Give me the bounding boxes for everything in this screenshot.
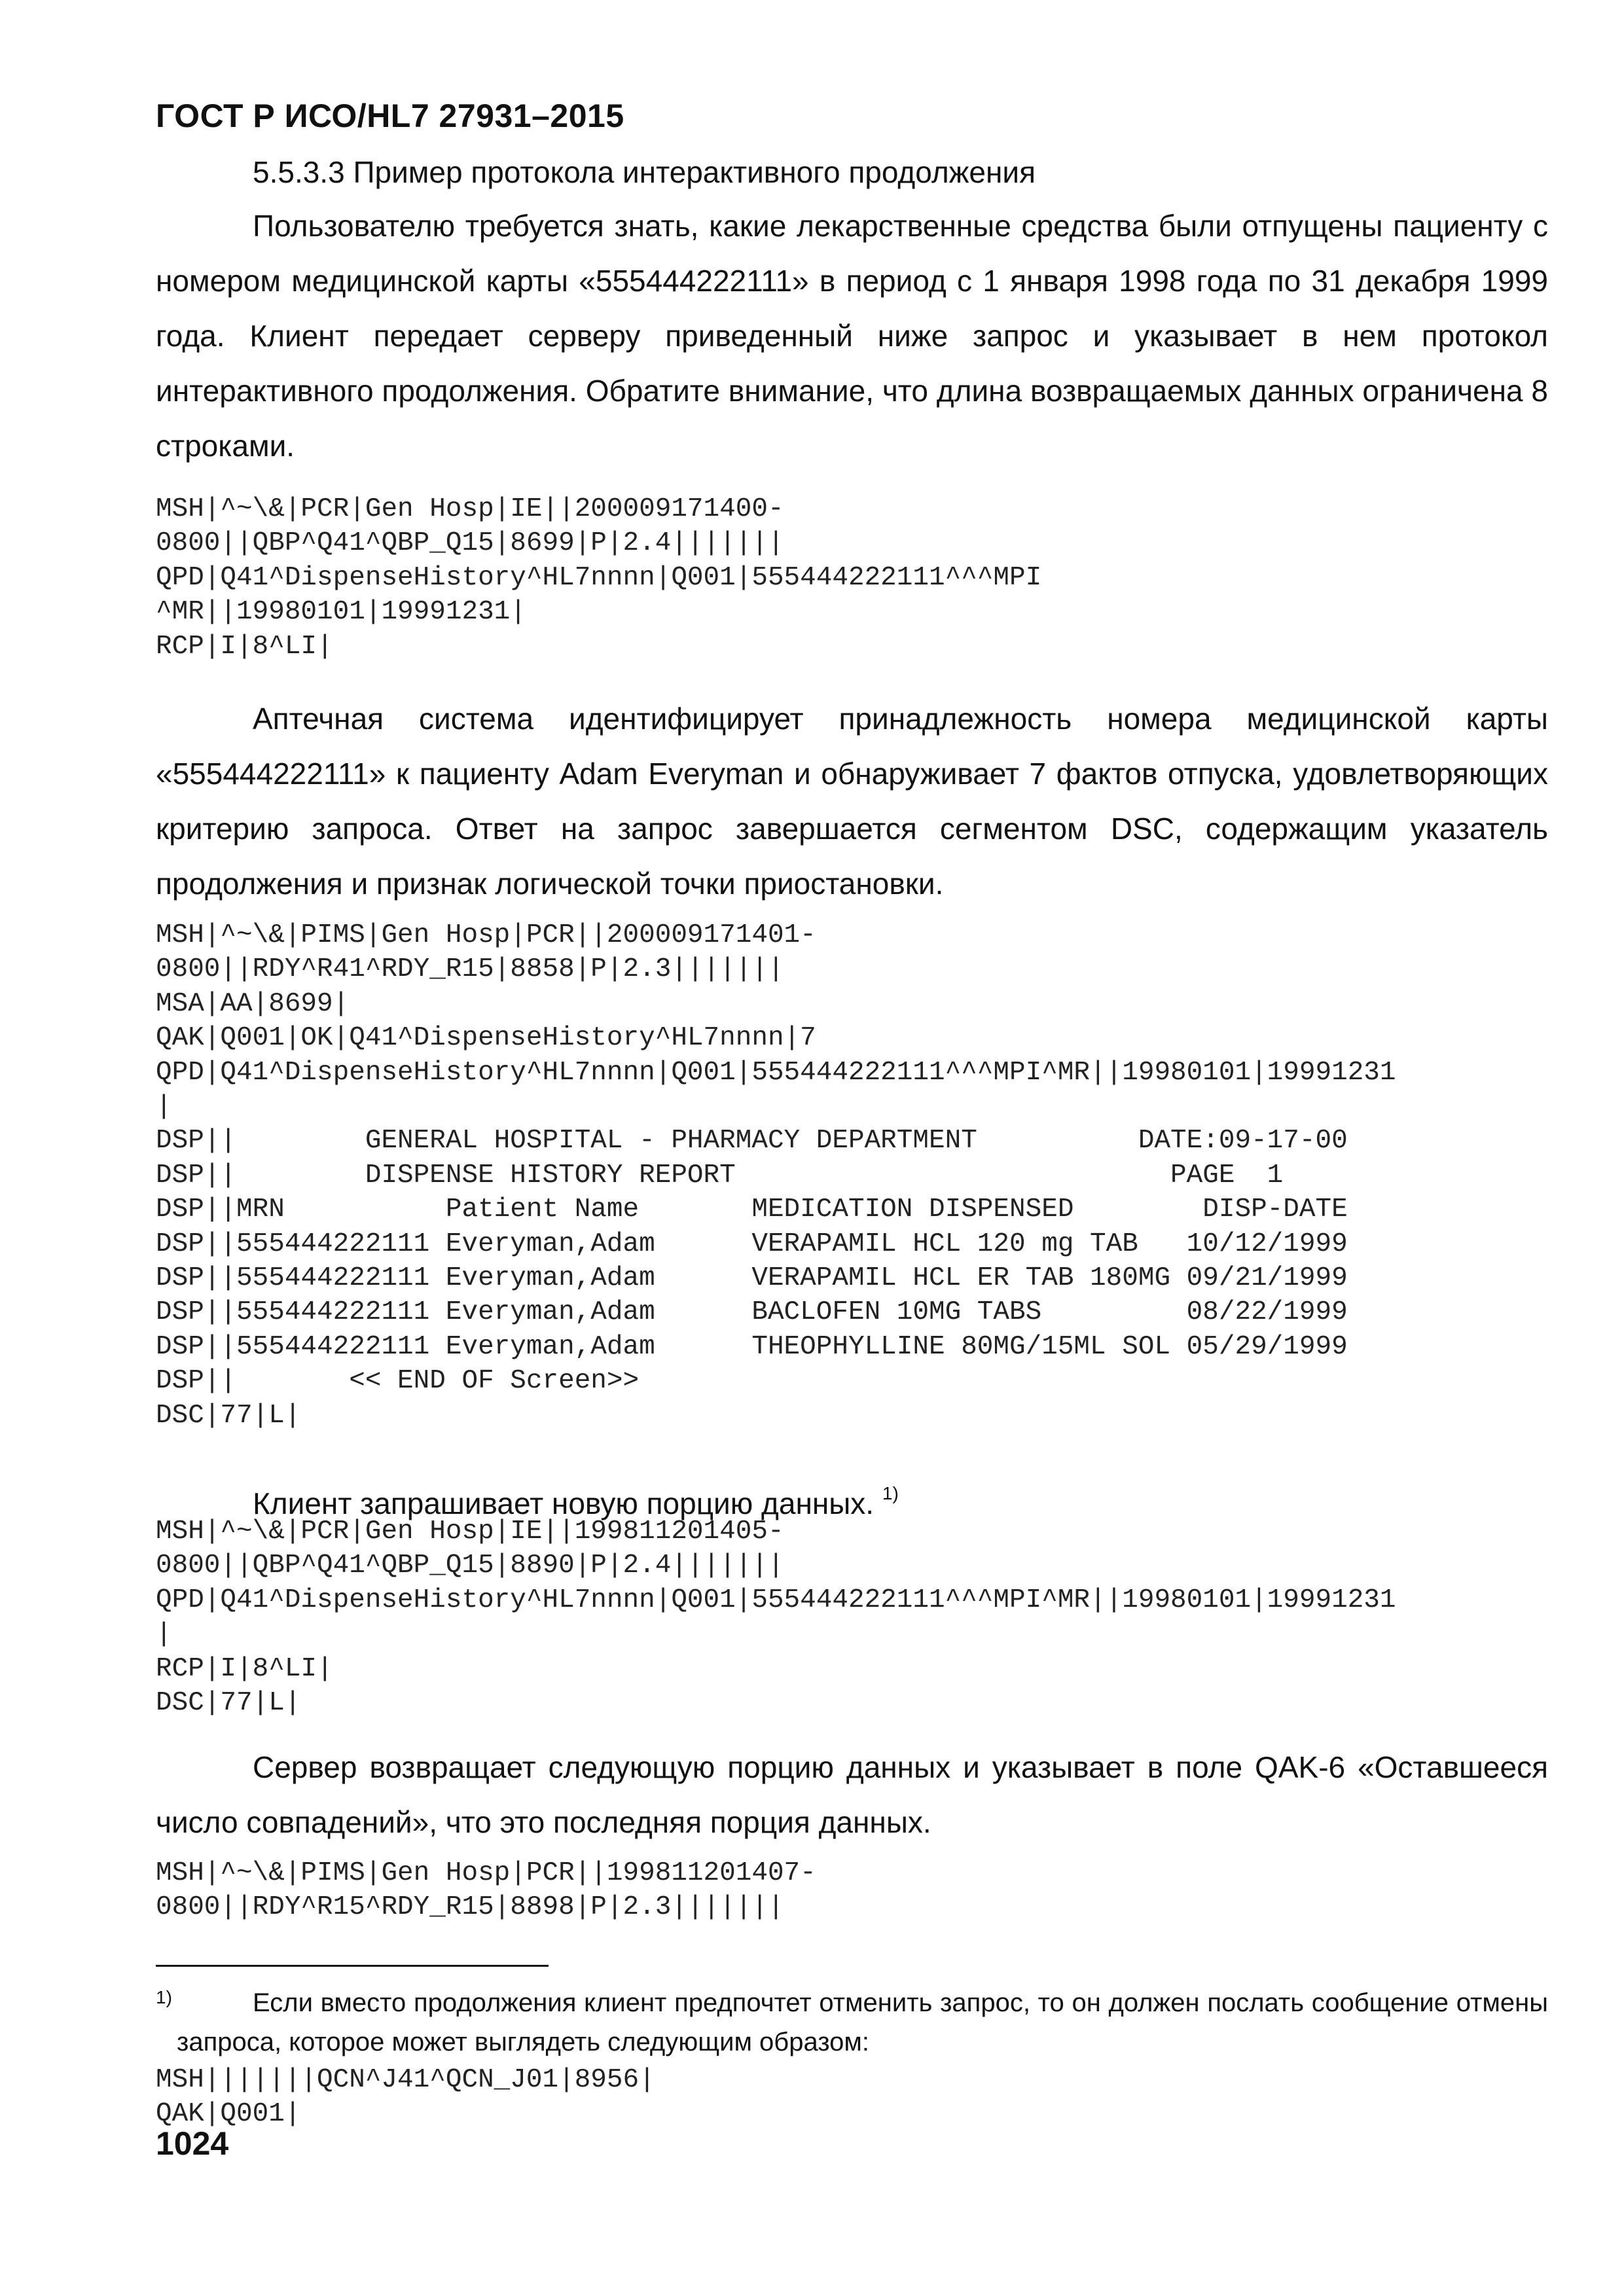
section-title: 5.5.3.3 Пример протокола интерактивного продолжения: [253, 155, 1036, 189]
footnote-reference: 1): [882, 1483, 899, 1503]
paragraph-user-request: Пользователю требуется знать, какие лекарственные средства были отпущены пациенту с номером медицинской карты «555444222111» в период с 1 января 1998 года по 31 декабря 1999 года. Клиент передает серверу приведенный ниже запрос и указывает в нем протокол интерактивного продолжения. Обратите внимание, что длина возвращаемых данных ограничена 8 строками.: [156, 209, 1548, 463]
footnote-text: Если вместо продолжения клиент предпочтет отменить запрос, то он должен послать сообщение отмены запроса, которое может выглядеть следующим образом:: [177, 1988, 1548, 2056]
code-block-first-response: MSH|^~\&|PIMS|Gen Hosp|PCR||200009171401- 0800||RDY^R41^RDY_R15|8858|P|2.3||||||| MSA|AA|8699| QAK|Q001|OK|Q41^DispenseHistory^HL7nnnn|7 QPD|Q41^DispenseHistory^HL7nnnn|Q001|555444222111^^^MPI^MR||19980101|19991231 | DSP|| GENERAL HOSPITAL - PHARMACY DEPARTMENT DATE:09-17-00 DSP|| DISPENSE HISTORY REPORT PAGE 1 DSP||MRN Patient Name MEDICATION DISPENSED DISP-DATE DSP||555444222111 Everyman,Adam VERAPAMIL HCL 120 mg TAB 10/12/1999 DSP||555444222111 Everyman,Adam VERAPAMIL HCL ER TAB 180MG 09/21/1999 DSP||555444222111 Everyman,Adam BACLOFEN 10MG TABS 08/22/1999 DSP||555444222111 Everyman,Adam THEOPHYLLINE 80MG/15ML SOL 05/29/1999 DSP|| << END OF Screen>> DSC|77|L|: [156, 920, 1396, 1431]
footnote-divider: [156, 1965, 549, 1967]
page-number: 1024: [156, 2125, 229, 2162]
code-block-footnote-cancel-query: MSH|||||||QCN^J41^QCN_J01|8956| QAK|Q001|: [156, 2065, 655, 2130]
paragraph-client-next-request-text: Клиент запрашивает новую порцию данных.: [253, 1486, 875, 1520]
paragraph-server-final-portion: Сервер возвращает следующую порцию данных и указывает в поле QAK-6 «Оставшееся число совпадений», что это последняя порция данных.: [156, 1750, 1548, 1839]
code-block-continuation-query: MSH|^~\&|PCR|Gen Hosp|IE||199811201405- 0800||QBP^Q41^QBP_Q15|8890|P|2.4||||||| QPD|Q41^DispenseHistory^HL7nnnn|Q001|555444222111^^^MPI^MR||19980101|19991231 | RCP|I|8^LI| DSC|77|L|: [156, 1516, 1396, 1719]
footnote-mark: 1): [156, 1987, 172, 2007]
code-block-final-response: MSH|^~\&|PIMS|Gen Hosp|PCR||199811201407- 0800||RDY^R15^RDY_R15|8898|P|2.3|||||||: [156, 1858, 816, 1923]
code-block-initial-query: MSH|^~\&|PCR|Gen Hosp|IE||200009171400- 0800||QBP^Q41^QBP_Q15|8699|P|2.4||||||| QPD|Q41^DispenseHistory^HL7nnnn|Q001|555444222111^^^MPI ^MR||19980101|19991231| RCP|I|8^LI|: [156, 494, 1042, 662]
paragraph-pharmacy-response: Аптечная система идентифицирует принадлежность номера медицинской карты «555444222111» к пациенту Adam Everyman и обнаруживает 7 фактов отпуска, удовлетворяющих критерию запроса. Ответ на запрос завершается сегментом DSC, содержащим указатель продолжения и признак логической точки приостановки.: [156, 702, 1548, 901]
document-header-title: ГОСТ Р ИСО/HL7 27931–2015: [156, 98, 624, 134]
